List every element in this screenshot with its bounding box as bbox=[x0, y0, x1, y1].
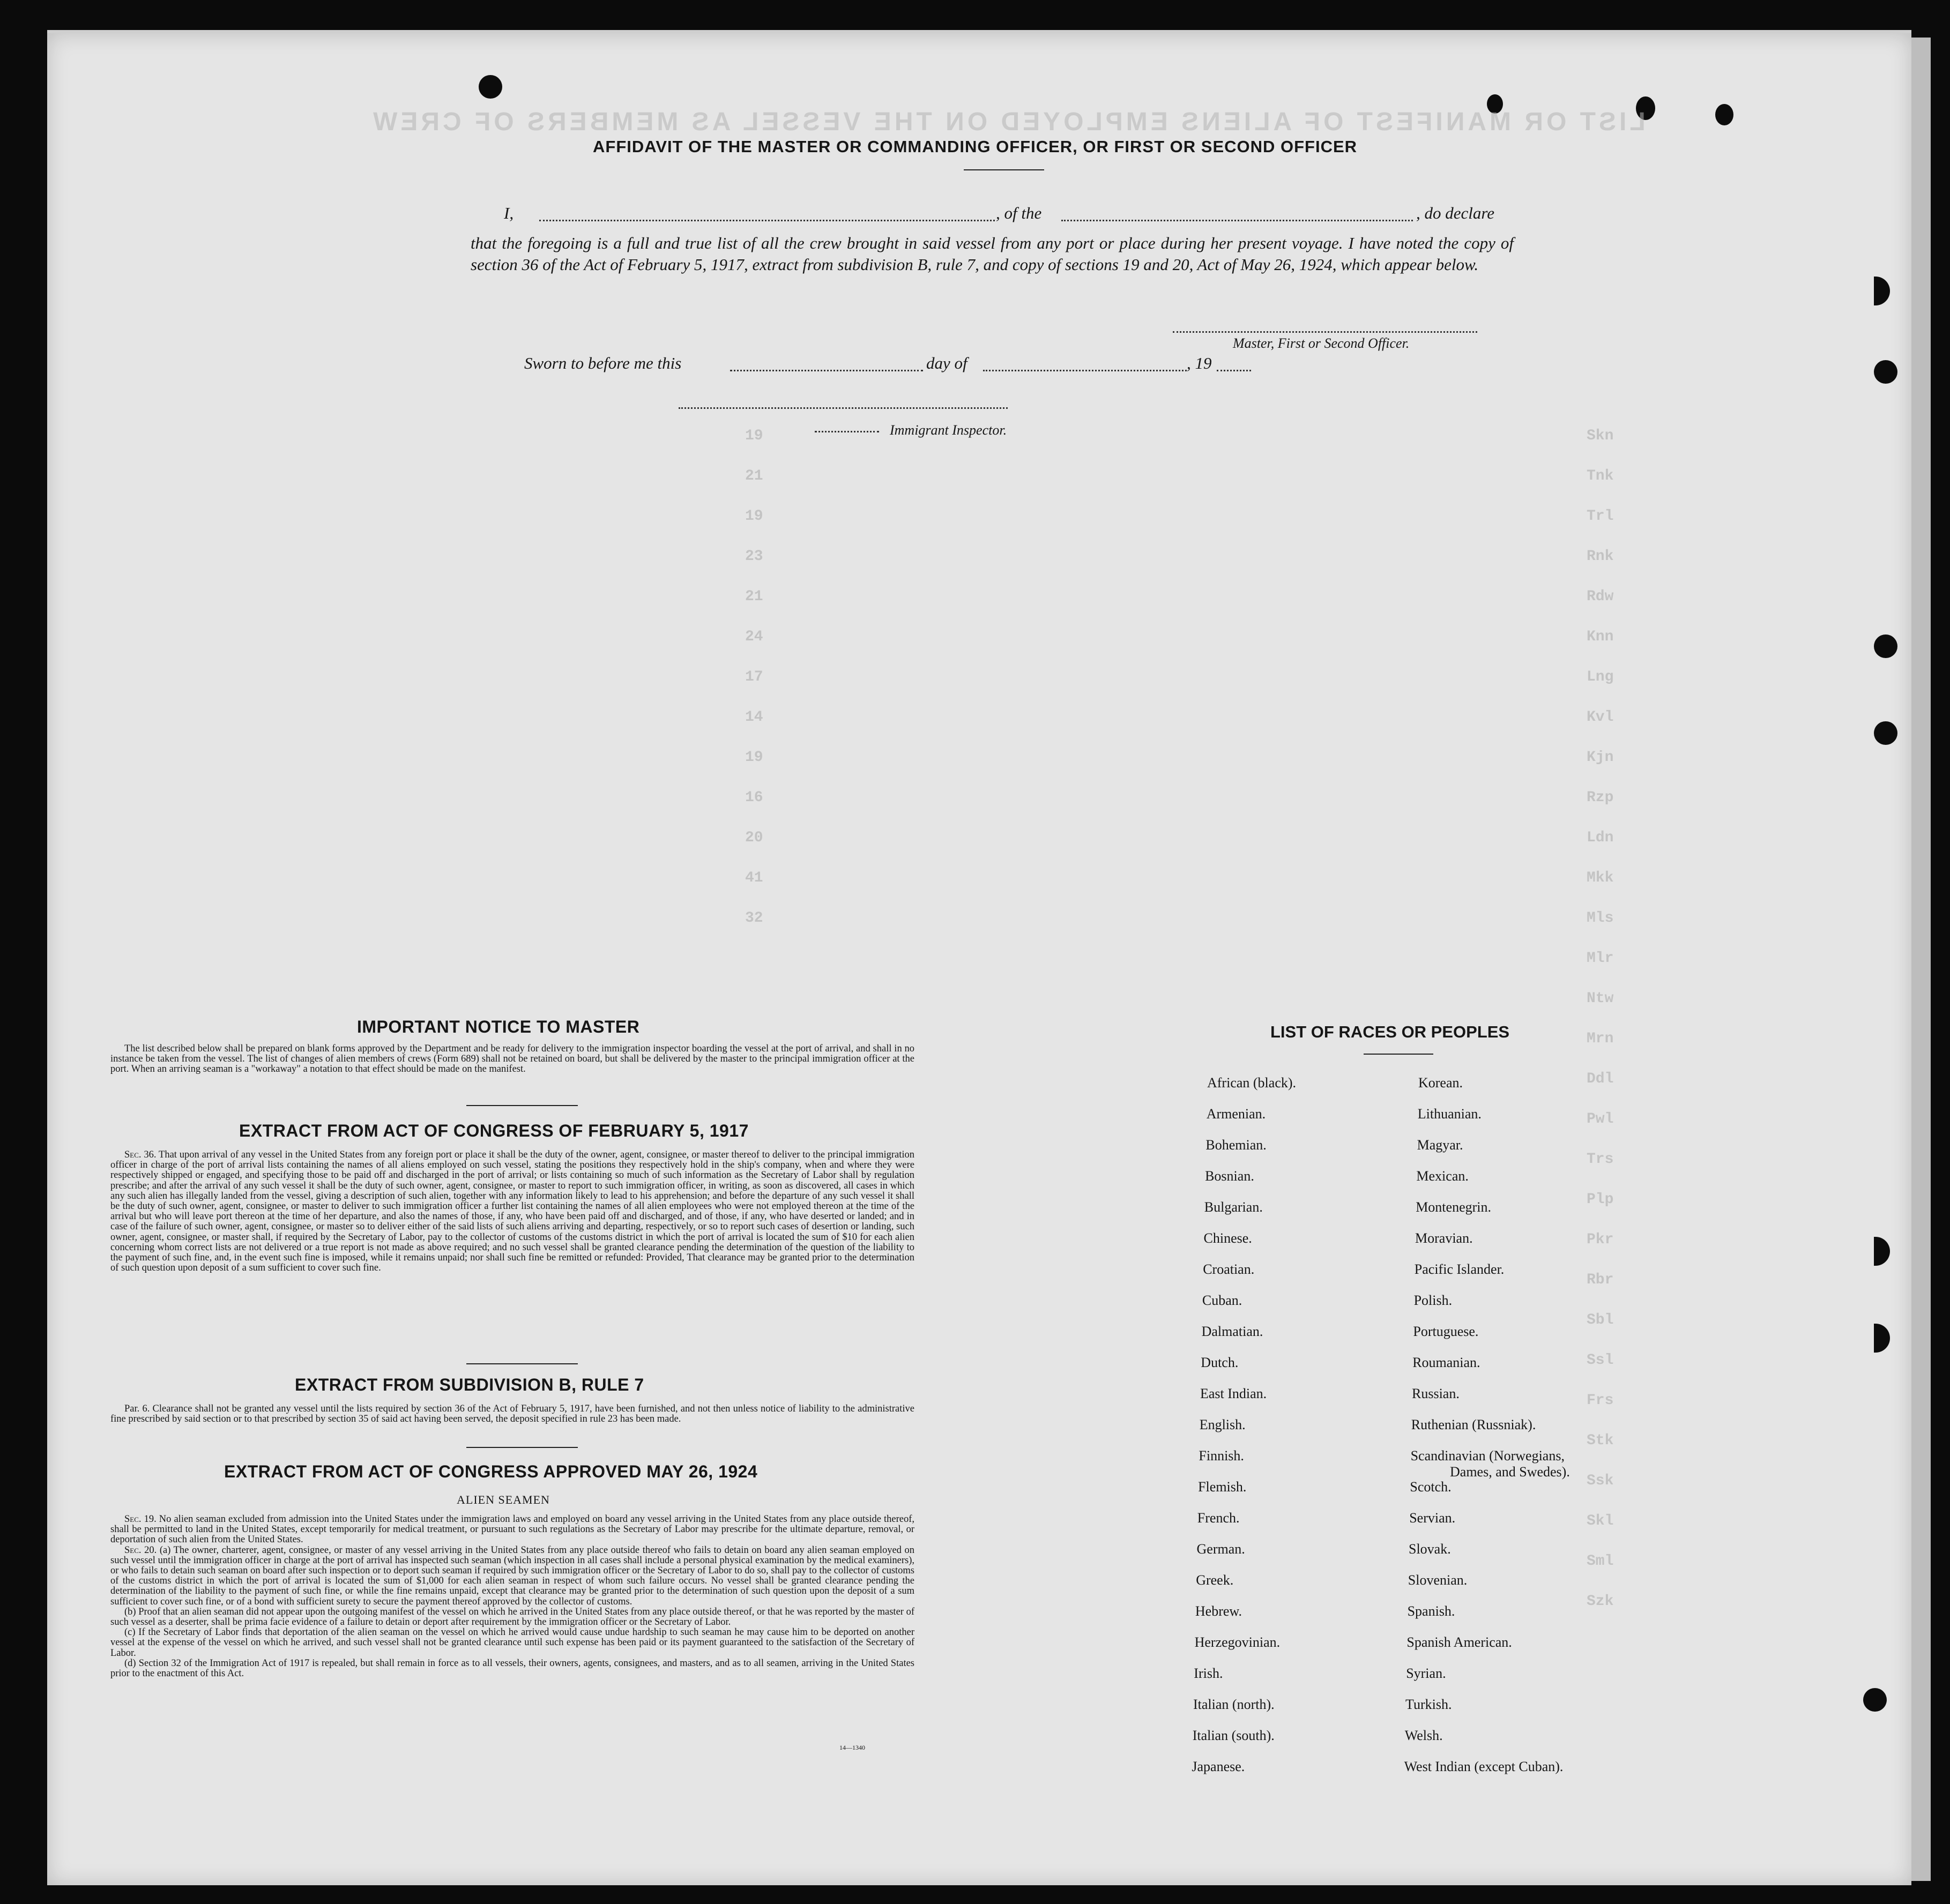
race-item: Pacific Islander. bbox=[1414, 1261, 1505, 1277]
section-20b-text: (b) Proof that an alien seaman did not appear upon the outgoing manifest of the vessel on which he arrived in the United States from any place outside thereof, or that he was reported by the master of such vessel as a deserter, shall be prima facie evidence of a failure to detain or deport after requirement by the immigration officer or the Secretary of Labor. bbox=[110, 1606, 914, 1628]
race-item: Lithuanian. bbox=[1417, 1106, 1482, 1122]
race-item: Hebrew. bbox=[1195, 1603, 1242, 1619]
extract-1924-title: EXTRACT FROM ACT OF CONGRESS APPROVED MAY 26, 1924 bbox=[224, 1462, 758, 1481]
inspector-line[interactable] bbox=[679, 407, 1008, 409]
punch-hole bbox=[1874, 721, 1897, 745]
divider bbox=[466, 1105, 578, 1106]
race-item: Scotch. bbox=[1410, 1479, 1452, 1495]
section-label: Sec. 19. bbox=[124, 1514, 157, 1525]
race-item: West Indian (except Cuban). bbox=[1404, 1759, 1564, 1774]
day-of-label: day of bbox=[926, 354, 967, 372]
race-item: Greek. bbox=[1196, 1572, 1234, 1588]
race-item: East Indian. bbox=[1200, 1386, 1267, 1401]
race-item: Italian (north). bbox=[1193, 1697, 1275, 1712]
punch-hole bbox=[479, 75, 502, 99]
inspector-line-short[interactable] bbox=[815, 431, 879, 432]
name-field-line[interactable] bbox=[539, 220, 995, 221]
vessel-field-line[interactable] bbox=[1061, 220, 1413, 221]
race-item: Herzegovinian. bbox=[1194, 1634, 1281, 1650]
divider bbox=[466, 1363, 578, 1364]
section-label: Sec. 20. bbox=[124, 1544, 157, 1556]
sworn-label: Sworn to before me this bbox=[524, 354, 682, 372]
race-item: Italian (south). bbox=[1192, 1728, 1275, 1743]
race-item: German. bbox=[1196, 1541, 1245, 1557]
punch-hole bbox=[1715, 104, 1733, 125]
race-item: Turkish. bbox=[1405, 1697, 1452, 1712]
race-item: Ruthenian (Russniak). bbox=[1411, 1417, 1536, 1432]
race-item: Polish. bbox=[1413, 1293, 1453, 1308]
race-item: Dutch. bbox=[1201, 1355, 1239, 1370]
affidavit-do-declare: , do declare bbox=[1416, 204, 1495, 222]
race-item: English. bbox=[1199, 1417, 1246, 1432]
extract-1917-text bbox=[110, 1150, 914, 1273]
notice-paragraph: The list described below shall be prepared on blank forms approved by the Department and be ready for delivery to the immigration inspector boarding the vessel at the port of arrival, and shall in no instance be taken from the vessel. The list of changes of alien members of crews (Form 689) shall not be retained on board, but shall be delivered by the master to the principal immigration officer at the port. When an arriving seaman is a "workaway" a notation to that effect should be made on the manifest. bbox=[110, 1043, 914, 1075]
race-item: Roumanian. bbox=[1412, 1355, 1480, 1370]
race-item: Dalmatian. bbox=[1201, 1324, 1263, 1339]
race-item: Montenegrin. bbox=[1416, 1199, 1491, 1215]
race-item: Bohemian. bbox=[1205, 1137, 1267, 1153]
race-item: Cuban. bbox=[1202, 1293, 1242, 1308]
race-item: Croatian. bbox=[1203, 1261, 1255, 1277]
race-item: Finnish. bbox=[1199, 1448, 1244, 1464]
rule7-title: EXTRACT FROM SUBDIVISION B, RULE 7 bbox=[295, 1375, 644, 1394]
race-item: Armenian. bbox=[1206, 1106, 1266, 1122]
bleed-through-column: Skn Tnk Trl Rnk Rdw Knn Lng Kvl Kjn Rzp Ldn Mkk Mls Mlr Ntw Mrn Ddl Pwl Trs Plp Pkr Rbr Sbl Ssl Frs Stk Ssk Skl Sml Szk bbox=[1587, 428, 1614, 1610]
race-item: Syrian. bbox=[1406, 1666, 1446, 1681]
bleed-through-column: 19 21 19 23 21 24 17 14 19 16 20 41 32 bbox=[745, 428, 763, 927]
race-item: Servian. bbox=[1409, 1510, 1456, 1526]
race-item: French. bbox=[1197, 1510, 1240, 1526]
notice-text bbox=[110, 1044, 914, 1075]
race-item: Moravian. bbox=[1415, 1230, 1473, 1246]
year-label: , 19 bbox=[1187, 354, 1212, 372]
race-item: Japanese. bbox=[1192, 1759, 1245, 1774]
race-item: Scandinavian (Norwegians, bbox=[1410, 1448, 1565, 1464]
punch-hole bbox=[1863, 1688, 1887, 1712]
title-underline bbox=[964, 169, 1044, 170]
page-right-edge bbox=[1911, 38, 1931, 1881]
race-item: Bosnian. bbox=[1205, 1168, 1254, 1184]
race-item: Dames, and Swedes). bbox=[1450, 1464, 1570, 1480]
race-item: Chinese. bbox=[1203, 1230, 1252, 1246]
race-item: Welsh. bbox=[1404, 1728, 1443, 1743]
affidavit-of-the: , of the bbox=[996, 204, 1042, 222]
race-item: Portuguese. bbox=[1413, 1324, 1479, 1339]
races-title-underline bbox=[1364, 1054, 1433, 1055]
race-item: African (black). bbox=[1207, 1075, 1297, 1091]
race-item: Bulgarian. bbox=[1204, 1199, 1263, 1215]
affidavit-body: that the foregoing is a full and true list of all the crew brought in said vessel from any port or place during her present voyage. I have noted the copy of section 36 of the Act of February 5, 1917, extract from subdivision B, rule 7, and copy of sections 19 and 20, Act of May 26, 1924, which appear below. bbox=[471, 234, 1514, 274]
punch-hole bbox=[1874, 634, 1897, 658]
signature-caption: Master, First or Second Officer. bbox=[1233, 335, 1410, 351]
race-item: Slovenian. bbox=[1408, 1572, 1468, 1588]
section-19-text: No alien seaman excluded from admission into the United States under the immigration laws and employed on board any vessel arriving in the United States from any place outside thereof, shall be permitted to land in the United States, except temporarily for medical treatment, or pursuant to such regulations as the Secretary of Labor may prescribe for the ultimate departure, removal, or deportation of such alien from the United States. bbox=[110, 1514, 915, 1545]
notice-title: IMPORTANT NOTICE TO MASTER bbox=[357, 1017, 640, 1036]
divider bbox=[466, 1447, 578, 1448]
sworn-day-line[interactable] bbox=[730, 370, 923, 371]
sworn-year-line[interactable] bbox=[1217, 370, 1251, 371]
race-item: Magyar. bbox=[1417, 1137, 1463, 1153]
alien-seamen-subtitle: ALIEN SEAMEN bbox=[457, 1493, 550, 1506]
race-item: Spanish. bbox=[1407, 1603, 1455, 1619]
bleed-through-heading: LIST OR MANIFEST OF ALIENS EMPLOYED ON THE VESSEL AS MEMBERS OF CREW bbox=[370, 108, 1646, 136]
section-20d-text: (d) Section 32 of the Immigration Act of 1917 is repealed, but shall remain in force as to all vessels, their owners, agents, consignees, and masters, and as to all seamen, arriving in the United States prior to the enactment of this Act. bbox=[110, 1657, 914, 1679]
form-number: 14—1340 bbox=[839, 1744, 865, 1751]
section-36-text: That upon arrival of any vessel in the United States from any foreign port or place it shall be the duty of the owner, agent, consignee, or master thereof to deliver to the principal immigration officer in charge of the port of arrival lists containing the names of all aliens employed on such vessel, stating the positions they respectively hold in the ship's company, when and where they were respectively shipped or engaged, and specifying those to be paid off and discharged in the port of arrival; or lists containing so much of such information as the Secretary of Labor shall by regulation prescribe; and after the arrival of any such vessel it shall be the duty of such owner, agent, consignee, or master to report to such immigration officer, in writing, as soon as discovered, all cases in which any such alien has illegally landed from the vessel, giving a description of such alien, together with any information likely to lead to his apprehension; and before the departure of any such vessel it shall be the duty of such owner, agent, consignee, or master to deliver to such immigration officer a further list containing the names of all alien employees who were not employed thereon at the time of the arrival but who will leave port thereon at the time of her departure, and also the names of those, if any, who have been paid off and discharged, and of those, if any, who have deserted or landed; and in case of the failure of such owner, agent, consignee, or master so to deliver either of the said lists of such aliens arriving and departing, respectively, or so to report such cases of desertion or landing, such owner, agent, consignee, or master shall, if required by the Secretary of Labor, pay to the collector of customs of the customs district in which the port of arrival is located the sum of $10 for each alien concerning whom correct lists are not delivered or a true report is not made as above required; and no such vessel shall be granted clearance pending the determination of the question of the liability to the payment of such fine, and, in the event such fine is imposed, while it remains unpaid; nor shall such fine be remitted or refunded: Provided, That clearance may be granted prior to the determination of such question upon deposit of a sum sufficient to cover such fine. bbox=[110, 1149, 915, 1274]
punch-hole bbox=[1874, 360, 1897, 384]
race-item: Russian. bbox=[1412, 1386, 1460, 1401]
sworn-month-line[interactable] bbox=[983, 370, 1187, 371]
race-item: Mexican. bbox=[1416, 1168, 1469, 1184]
affidavit-title: AFFIDAVIT OF THE MASTER OR COMMANDING OFFICER, OR FIRST OR SECOND OFFICER bbox=[593, 137, 1358, 156]
section-label: Sec. 36. bbox=[124, 1149, 157, 1160]
race-item: Korean. bbox=[1418, 1075, 1463, 1091]
affidavit-i-label: I, bbox=[504, 204, 514, 222]
section-20c-text: (c) If the Secretary of Labor finds that deportation of the alien seaman on the vessel on which he arrived would cause undue hardship to such seaman he may cause him to be deported on another vessel at the expense of the vessel on which he arrived, and such vessel shall not be granted clearance until such expense has been paid or its payment guaranteed to the satisfaction of the Secretary of Labor. bbox=[110, 1627, 914, 1659]
rule7-text bbox=[110, 1404, 914, 1424]
extract-1924-text bbox=[110, 1514, 914, 1679]
extract-1917-title: EXTRACT FROM ACT OF CONGRESS OF FEBRUARY 5, 1917 bbox=[239, 1121, 749, 1140]
race-item: Flemish. bbox=[1198, 1479, 1247, 1495]
race-item: Irish. bbox=[1194, 1666, 1223, 1681]
race-item: Slovak. bbox=[1409, 1541, 1451, 1557]
section-20a-text: (a) The owner, charterer, agent, consignee, or master of any vessel arriving in the United States from any place outside thereof who fails to detain on board any alien seaman employed on such vessel until the immigration officer in charge at the port of arrival has inspected such seaman (which inspection in all cases shall include a personal physical examination by the medical examiners), or who fails to detain such seaman on board after such inspection or to deport such seaman if required by such immigration officer or the Secretary of Labor to do so, shall pay to the collector of customs of the customs district in which the port of arrival is located the sum of $1,000 for each alien seaman in respect of whom such failure occurs. No vessel shall be granted clearance pending the determination of the liability to the payment of such fine, or while the fine remains unpaid, except that clearance may be granted prior to the determination of such question upon the deposit of a sum sufficient to cover such fine, or of a bond with sufficient surety to secure the payment thereof approved by the collector of customs. bbox=[110, 1544, 914, 1607]
inspector-caption: Immigrant Inspector. bbox=[890, 422, 1007, 438]
signature-line[interactable] bbox=[1173, 331, 1477, 333]
races-title: LIST OF RACES OR PEOPLES bbox=[1270, 1022, 1510, 1041]
race-item: Spanish American. bbox=[1406, 1634, 1512, 1650]
rule7-paragraph: Par. 6. Clearance shall not be granted any vessel until the lists required by section 36 of the Act of February 5, 1917, have been furnished, and not then unless notice of liability to the administrative fine prescribed by said section or to that prescribed by section 35 of said act having been served, the deposit specified in rule 23 has been made. bbox=[110, 1403, 914, 1425]
